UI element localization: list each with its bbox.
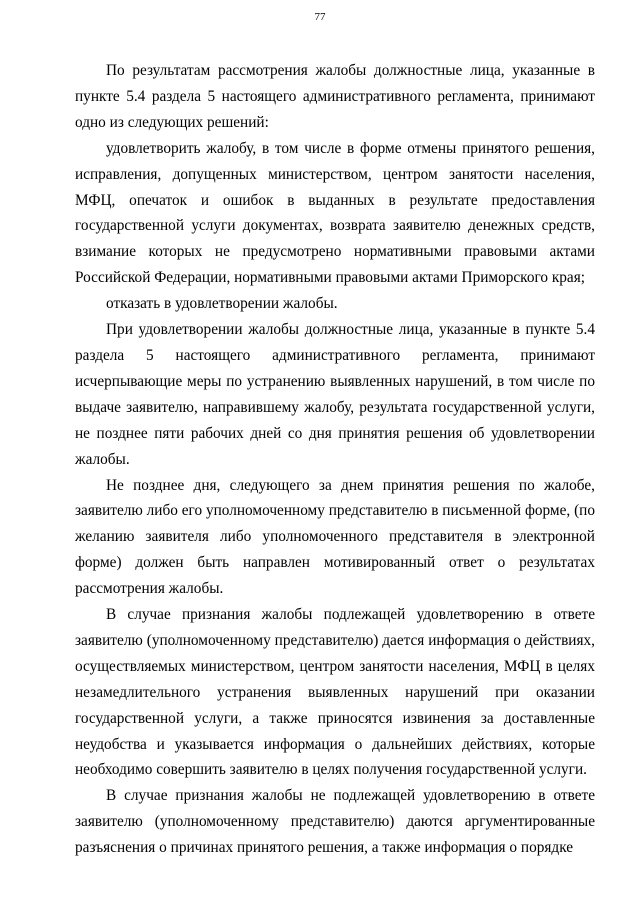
document-body bbox=[75, 58, 595, 861]
paragraph-option-refuse: отказать в удовлетворении жалобы. bbox=[106, 295, 338, 313]
paragraph-satisfaction-measures: При удовлетворении жалобы должностные лица, указанные в пункте 5.4 раздела 5 настоящего административного регламента, принимают исчерпывающие меры по устранению выявленных нарушений, в том числе по выдаче заявителю, направившему жалобу, результата государственной услуги, не позднее пяти рабочих дней со дня принятия решения об удовлетворении жалобы. bbox=[75, 321, 595, 468]
page-number: 77 bbox=[314, 11, 326, 23]
paragraph-decision-options: По результатам рассмотрения жалобы должностные лица, указанные в пункте 5.4 раздела 5 настоящего административного регламента, принимают одно из следующих решений: bbox=[75, 62, 595, 131]
paragraph-option-satisfy: удовлетворить жалобу, в том числе в форме отмены принятого решения, исправления, допущенных министерством, центром занятости населения, МФЦ, опечаток и ошибок в выданных в результате предоставления государственной услуги документах, возврата заявителю денежных средств, взимание которых не предусмотрено нормативными правовыми актами Российской Федерации, нормативными правовыми актами Приморского края; bbox=[75, 139, 595, 287]
paragraph-satisfied-response: В случае признания жалобы подлежащей удовлетворению в ответе заявителю (уполномоченному представителю) дается информация о действиях, осуществляемых министерством, центром занятости населения, МФЦ в целях незамедлительного устранения выявленных нарушений при оказании государственной услуги, а также приносятся извинения за доставленные неудобства и указывается информация о дальнейших действиях, которые необходимо совершить заявителю в целях получения государственной услуги. bbox=[75, 606, 595, 779]
paragraph-rejected-response: В случае признания жалобы не подлежащей удовлетворению в ответе заявителю (уполномоченному представителю) даются аргументированные разъяснения о причинах принятого решения, а также информация о порядке bbox=[75, 787, 595, 857]
paragraph-response-deadline: Не позднее дня, следующего за днем принятия решения по жалобе, заявителю либо его уполномоченному представителю в письменной форме, (по желанию заявителя либо уполномоченного представителя в электронной форме) должен быть направлен мотивированный ответ о результатах рассмотрения жалобы. bbox=[75, 476, 595, 598]
